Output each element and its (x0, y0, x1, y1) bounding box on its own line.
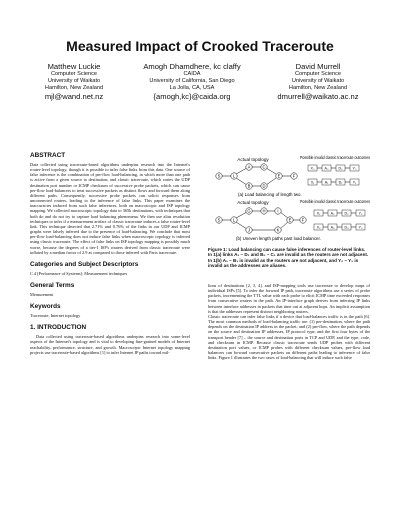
general-terms-text: Measurement (30, 291, 54, 297)
outcome-node: D₂ (344, 211, 349, 216)
author-name: David Murrell (295, 62, 341, 71)
author-org: University of California, San Diego (149, 78, 235, 84)
categories-text: C.4 [Performance of Systems]: Measurement techniques (30, 270, 128, 276)
node-g-label: G (247, 208, 251, 214)
author-email: {amogh,kc}@caida.org (153, 92, 231, 101)
outcomes-label-b: Possible invalid classic traceroute outcomes (300, 199, 371, 204)
keywords-text: Traceroute, Internet topology (30, 313, 81, 319)
node-c-label: C (262, 164, 266, 170)
figure-1-diagram (208, 154, 373, 244)
actual-topology-label: Actual topology (237, 157, 269, 162)
node-d-label: D (262, 183, 266, 189)
author-city: La Jolla, CA, USA (169, 85, 215, 91)
author-name: Matthew Luckie (47, 62, 101, 71)
author-block (248, 62, 388, 101)
right-column-text (208, 283, 370, 360)
outcome-node: A₀ (324, 166, 329, 171)
node-e-label: E (288, 217, 292, 223)
actual-topology-label-b: Actual topology (237, 200, 269, 205)
introduction-text: Data collected using traceroute-based algorithms underpins research into some-level aspects of the Internet's topology and is vital to developing fine-grained models of Internet reachability, performance, structure, and growth. Macroscopic Internet topology mapping projects use traceroute-based algorithms [1] to infer Internet IP paths toward mil- (30, 334, 190, 355)
outcome-node: Y₀ (352, 166, 357, 171)
body-text: lions of destinations [2, 3, 4], and ISP-mapping tools use traceroute to develop maps of individual ISPs [5]. To infer the forward IP path, traceroute algorithms use a series of probe packets, incrementing the TTL value with each probe to elicit ICMP time exceeded responses from consecutive routers in the path. An IP-interface graph derives from inferring IP links between interface addresses in packets that time out at adjacent hops. An implicit assumption is that the addresses represent distinct neighboring routers. Classic traceroute can infer false links if a device that load-balances traffic is in the path [6]. The most common methods of load-balancing traffic are: (1) per-destination, where the path depends on the destination IP address in the packet; and (2) per-flow, where the path depends on the source and destination IP addresses, IP protocol type, and the first four bytes of the transport header [7] – the source and destination ports in TCP and UDP, and the type, code, and checksum in ICMP. Because classic traceroute sends UDP probes with different destination port values, or ICMP probes with different checksum values, per-flow load balancers can forward consecutive packets on different paths leading to inference of false links. Figure 1 illustrates the two cases of load-balancing that will induce such false (208, 283, 370, 361)
node-f-label: F (292, 173, 296, 179)
subcaption-b: (b) Uneven length paths past load balancer. (236, 236, 321, 241)
node-s-label: S (217, 217, 221, 223)
author-block (122, 62, 262, 101)
author-email: mjl@wand.net.nz (44, 92, 104, 101)
author-name: Amogh Dhamdhere, kc claffy (143, 62, 241, 71)
general-terms-heading: General Terms (30, 281, 75, 289)
outcomes-a (308, 165, 359, 185)
author-city: Hamilton, New Zealand (44, 85, 104, 91)
node-i-label: I (277, 208, 279, 214)
node-l-label: L (232, 173, 236, 179)
abstract-text: Data collected using traceroute-based algorithms underpins research into the Internet's router-level topology, though it is possible to infer false links from this data. One source of false inference is the combination of per-flow load-balancing, in which more than one path is active from a given source to destination, and classic traceroute, which varies the UDP destination port number or ICMP checksum of successive probe packets, which can cause per-flow load-balancers to treat successive packets as distinct flows and forward them along different paths. Consequently, successive probe packets can solicit responses from unconnected routers, leading to the inference of false links. This paper examines the inaccuracies induced from such false inferences, both on macroscopic and ISP topology mapping. We collected macroscopic topology data to 365k destinations, with techniques that both do and do not try to capture load balancing phenomena. We then use alias resolution techniques to infer if a measurement artifact of classic traceroute induces a false router-level link. This technique detected that 2.71% and 0.76% of the links in our UDP and ICMP graphs were falsely inferred due to the presence of load-balancing. We conclude that most per-flow load-balancing does not induce false links when macroscopic topology is inferred using classic traceroute. The effect of false links on ISP topology mapping is possibly much worse, because the degrees of a tier-1 ISP's routers derived from classic traceroute were inflated by a median factor of 2.9 as compared to those inferred with Paris traceroute. (30, 162, 190, 255)
author-dept: Computer Science (50, 71, 97, 77)
outcome-node: Y₂ (358, 211, 363, 216)
outcome-node: A₂ (330, 211, 335, 216)
author-city: Hamilton, New Zealand (288, 85, 348, 91)
outcome-node: Y₁ (352, 180, 357, 185)
node-k-label: K (276, 227, 280, 233)
node-l-label: L (232, 217, 236, 223)
outcome-node: Y₃ (358, 225, 363, 230)
categories-heading: Categories and Subject Descriptors (30, 260, 139, 268)
node-j-label: J (247, 227, 251, 233)
node-a-label: A (247, 164, 251, 170)
author-email: dmurrell@waikato.ac.nz (277, 92, 359, 101)
nodes-b (216, 208, 306, 233)
outcome-node: D₁ (338, 180, 343, 185)
node-b-label: B (247, 183, 251, 189)
outcome-node: A₃ (330, 225, 335, 230)
outcome-node: X₂ (316, 211, 321, 216)
outcome-node: D₀ (338, 166, 343, 171)
introduction-heading: 1. INTRODUCTION (30, 324, 87, 332)
nodes-a (216, 164, 297, 189)
outcome-node: X₁ (310, 180, 315, 185)
node-e-label: E (277, 173, 281, 179)
keywords-heading: Keywords (30, 303, 61, 311)
node-s-label: S (217, 173, 221, 179)
outcome-node: X₃ (316, 225, 321, 230)
figure-caption: Figure 1: Load balancing can cause false inferences of router-level links. In 1(a) links A₁ – D₁ and B₀ – C₁ are invalid as the routers are not adjacent. In 1(b) A₁ – B₁ is invalid as the routers are not adjacent, and Y₀ – Y₁ is invalid as the addresses are aliases. (208, 247, 369, 269)
outcome-node: D₃ (344, 225, 349, 230)
outcomes-label-line: Possible invalid classic traceroute outcomes (300, 155, 371, 160)
left-column (30, 152, 190, 356)
outcomes-b (314, 210, 365, 230)
node-h-label: H (262, 208, 266, 214)
subcaption-a: (a) Load balancing of length two. (238, 192, 302, 197)
paper-title: Measured Impact of Crooked Traceroute (66, 38, 334, 54)
abstract-heading: ABSTRACT (30, 152, 66, 159)
author-org: University of Waikato (291, 78, 345, 84)
outcome-node: A₁ (324, 180, 329, 185)
node-f-label: F (301, 217, 305, 223)
author-dept: Computer Science (294, 71, 341, 77)
author-dept: CAIDA (183, 71, 201, 77)
author-org: University of Waikato (47, 78, 101, 84)
outcome-node: X₀ (310, 166, 315, 171)
